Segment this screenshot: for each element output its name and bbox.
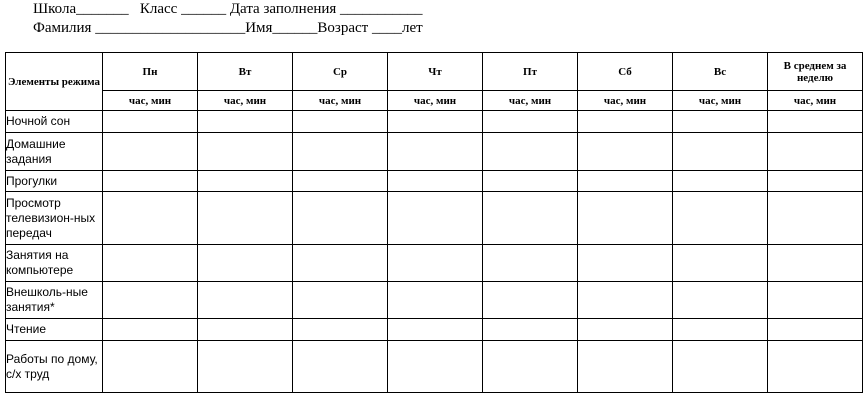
row-label-walks: Прогулки [6, 171, 103, 192]
time-cell [293, 341, 388, 393]
time-cell [198, 192, 293, 245]
time-cell [578, 319, 673, 341]
average-cell [768, 171, 863, 192]
table-row [6, 282, 863, 319]
time-cell [388, 133, 483, 171]
unit-header: час, мин [578, 91, 673, 111]
row-label-reading: Чтение [6, 319, 103, 341]
time-cell [103, 111, 198, 133]
time-cell [388, 111, 483, 133]
time-cell [293, 133, 388, 171]
day-header-thu: Чт [388, 53, 483, 91]
form-header-school-line: Школа_______ Класс ______ Дата заполнения ___________ [33, 1, 423, 17]
time-cell [578, 192, 673, 245]
time-cell [388, 282, 483, 319]
time-cell [388, 171, 483, 192]
time-cell [673, 282, 768, 319]
table-row [6, 111, 863, 133]
time-cell [103, 171, 198, 192]
time-cell [578, 111, 673, 133]
time-cell [198, 341, 293, 393]
time-cell [103, 245, 198, 282]
time-cell [198, 282, 293, 319]
time-cell [293, 282, 388, 319]
header-row-days [6, 53, 863, 91]
time-cell [578, 245, 673, 282]
row-label-night-sleep: Ночной сон [6, 111, 103, 133]
row-label-housework: Работы по дому, с/х труд [6, 341, 103, 393]
header-row-units [6, 91, 863, 111]
time-cell [483, 192, 578, 245]
table-row [6, 171, 863, 192]
time-cell [483, 171, 578, 192]
time-cell [103, 319, 198, 341]
time-cell [293, 319, 388, 341]
time-cell [198, 133, 293, 171]
time-cell [673, 192, 768, 245]
unit-header: час, мин [103, 91, 198, 111]
average-cell [768, 192, 863, 245]
unit-header: час, мин [293, 91, 388, 111]
time-cell [103, 341, 198, 393]
row-label-computer: Занятия на компьютере [6, 245, 103, 282]
time-cell [673, 341, 768, 393]
unit-header: час, мин [198, 91, 293, 111]
time-cell [388, 341, 483, 393]
table-row [6, 341, 863, 393]
form-header-name-line: Фамилия ____________________Имя______Возраст ____лет [33, 20, 423, 36]
time-cell [483, 341, 578, 393]
average-header: В среднем за неделю [768, 53, 863, 91]
time-cell [483, 282, 578, 319]
average-cell [768, 245, 863, 282]
day-header-mon: Пн [103, 53, 198, 91]
row-label-tv: Просмотр телевизион-ных передач [6, 192, 103, 245]
time-cell [673, 171, 768, 192]
time-cell [483, 245, 578, 282]
time-cell [293, 111, 388, 133]
table-row [6, 319, 863, 341]
average-cell [768, 341, 863, 393]
time-cell [388, 245, 483, 282]
time-cell [388, 319, 483, 341]
time-cell [293, 245, 388, 282]
time-cell [673, 245, 768, 282]
time-cell [673, 319, 768, 341]
average-cell [768, 319, 863, 341]
table-row [6, 245, 863, 282]
unit-header: час, мин [673, 91, 768, 111]
row-label-homework: Домашние задания [6, 133, 103, 171]
time-cell [578, 341, 673, 393]
time-cell [673, 133, 768, 171]
unit-header: час, мин [483, 91, 578, 111]
time-cell [198, 111, 293, 133]
time-cell [578, 133, 673, 171]
day-header-sat: Сб [578, 53, 673, 91]
time-cell [293, 171, 388, 192]
day-header-sun: Вс [673, 53, 768, 91]
time-cell [483, 319, 578, 341]
average-cell [768, 133, 863, 171]
time-cell [483, 133, 578, 171]
time-cell [103, 282, 198, 319]
time-cell [198, 319, 293, 341]
unit-header: час, мин [768, 91, 863, 111]
time-cell [103, 192, 198, 245]
time-cell [578, 282, 673, 319]
time-cell [578, 171, 673, 192]
time-cell [483, 111, 578, 133]
time-cell [198, 245, 293, 282]
day-header-wed: Ср [293, 53, 388, 91]
time-cell [103, 133, 198, 171]
row-label-extracurricular: Внешколь-ные занятия* [6, 282, 103, 319]
table-row [6, 133, 863, 171]
day-header-tue: Вт [198, 53, 293, 91]
average-cell [768, 111, 863, 133]
elements-header: Элементы режима [6, 53, 103, 111]
unit-header: час, мин [388, 91, 483, 111]
day-header-fri: Пт [483, 53, 578, 91]
table-row [6, 192, 863, 245]
average-cell [768, 282, 863, 319]
daily-routine-table [5, 52, 863, 393]
time-cell [293, 192, 388, 245]
time-cell [198, 171, 293, 192]
time-cell [388, 192, 483, 245]
time-cell [673, 111, 768, 133]
